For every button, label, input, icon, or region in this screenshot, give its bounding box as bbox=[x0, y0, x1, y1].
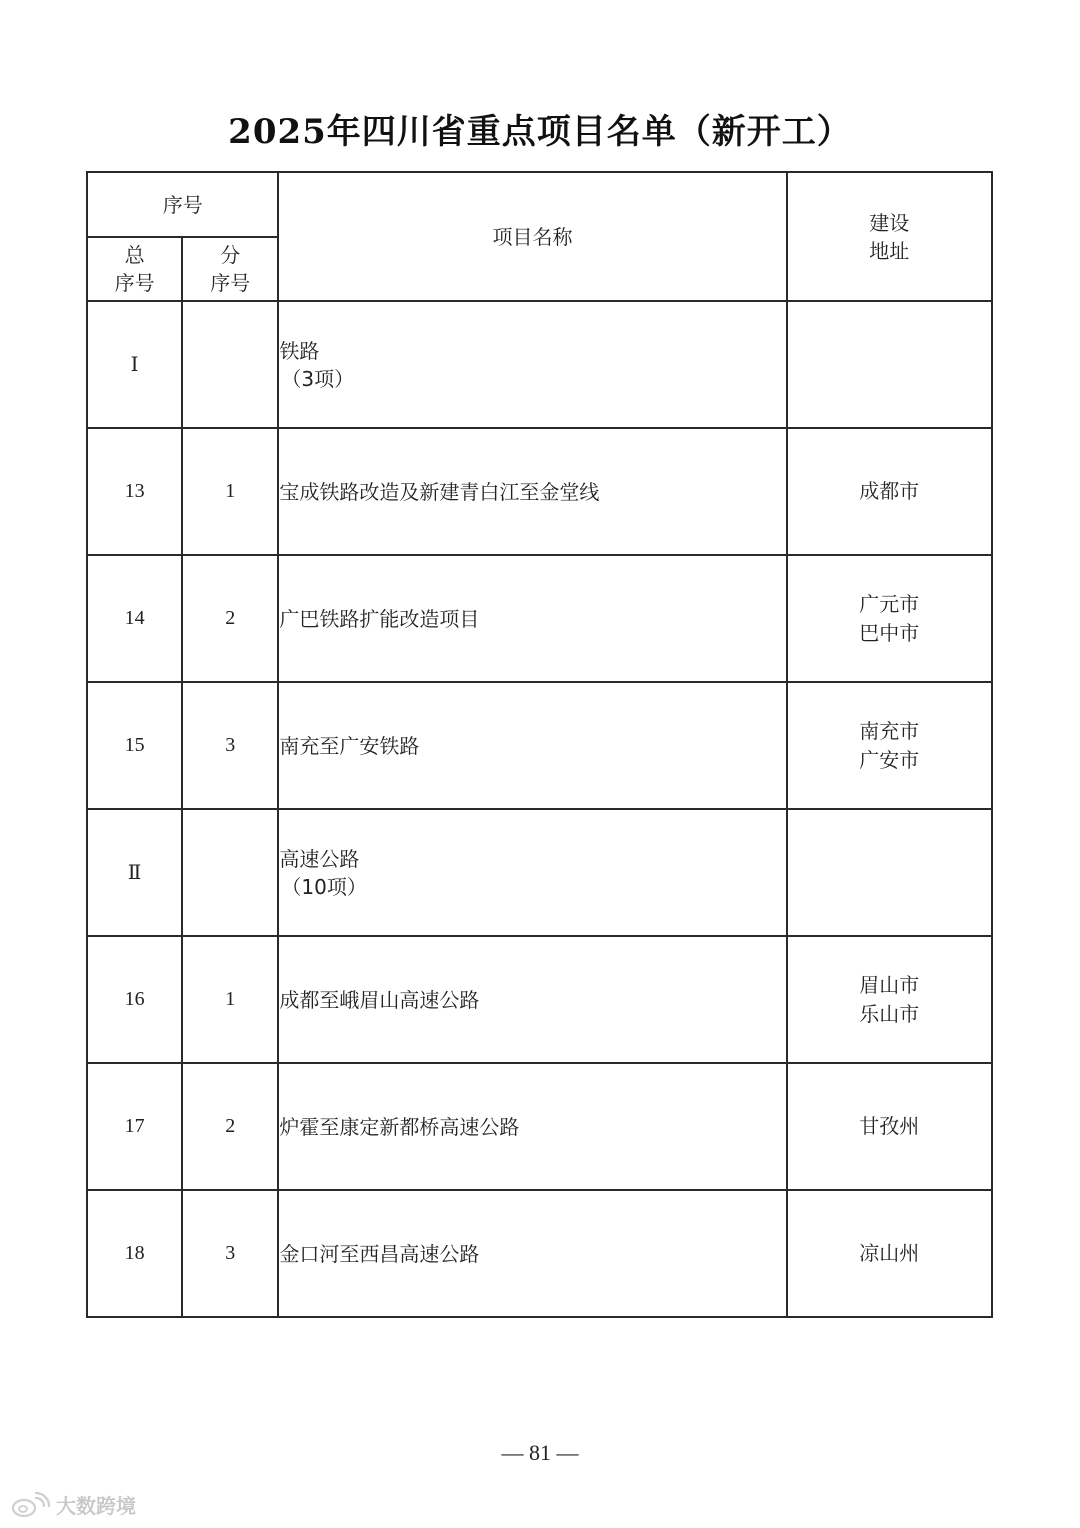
header-total-seq-line-1: 总 bbox=[124, 243, 145, 267]
header-location bbox=[787, 172, 992, 301]
header-location-line-2: 地址 bbox=[869, 238, 910, 263]
total-seq-cell: Ⅱ bbox=[87, 809, 182, 936]
header-total-seq bbox=[87, 237, 182, 301]
table-row bbox=[87, 682, 992, 809]
location-line: 成都市 bbox=[859, 479, 920, 503]
location-line: 乐山市 bbox=[859, 1001, 920, 1026]
location-line: 南充市 bbox=[859, 718, 920, 743]
sub-seq-cell: 1 bbox=[182, 936, 278, 1063]
watermark-text: 大数跨境 bbox=[56, 1494, 136, 1518]
total-seq-cell: 18 bbox=[87, 1190, 182, 1317]
header-sub-seq-line-1: 分 bbox=[220, 243, 241, 267]
project-name-cell: 炉霍至康定新都桥高速公路 bbox=[278, 1063, 786, 1190]
location-cell bbox=[787, 555, 992, 682]
category-name: 铁路 bbox=[279, 338, 320, 363]
page-title: 2025年四川省重点项目名单（新开工） bbox=[228, 112, 852, 152]
location-line: 广安市 bbox=[859, 747, 920, 772]
table-row bbox=[87, 428, 992, 555]
sub-seq-cell: 3 bbox=[182, 682, 278, 809]
header-seq: 序号 bbox=[87, 172, 278, 237]
total-seq-cell: 15 bbox=[87, 682, 182, 809]
location-line: 巴中市 bbox=[859, 620, 920, 645]
header-total-seq-line-2: 序号 bbox=[114, 271, 155, 295]
sub-seq-cell: 3 bbox=[182, 1190, 278, 1317]
total-seq-cell: 16 bbox=[87, 936, 182, 1063]
location-cell bbox=[787, 1190, 992, 1317]
sub-seq-cell bbox=[182, 301, 278, 428]
sub-seq-cell: 2 bbox=[182, 555, 278, 682]
category-cell bbox=[278, 301, 786, 428]
sub-seq-cell: 2 bbox=[182, 1063, 278, 1190]
header-sub-seq bbox=[182, 237, 278, 301]
projects-table bbox=[86, 171, 993, 1318]
category-cell bbox=[278, 809, 786, 936]
location-line: 甘孜州 bbox=[859, 1114, 920, 1138]
location-line: 眉山市 bbox=[859, 972, 920, 997]
location-cell bbox=[787, 809, 992, 936]
total-seq-cell: Ⅰ bbox=[87, 301, 182, 428]
header-location-line-1: 建设 bbox=[869, 210, 910, 235]
sub-seq-cell bbox=[182, 809, 278, 936]
location-cell bbox=[787, 936, 992, 1063]
category-count: （3项） bbox=[281, 366, 355, 391]
project-name-cell: 宝成铁路改造及新建青白江至金堂线 bbox=[278, 428, 786, 555]
total-seq-cell: 14 bbox=[87, 555, 182, 682]
project-name-cell: 成都至峨眉山高速公路 bbox=[278, 936, 786, 1063]
location-cell bbox=[787, 682, 992, 809]
weibo-logo-icon bbox=[10, 1492, 50, 1518]
table-row bbox=[87, 809, 992, 936]
watermark bbox=[10, 1490, 136, 1519]
location-cell bbox=[787, 428, 992, 555]
total-seq-cell: 17 bbox=[87, 1063, 182, 1190]
header-project-name: 项目名称 bbox=[278, 172, 786, 301]
project-name-cell: 金口河至西昌高速公路 bbox=[278, 1190, 786, 1317]
category-count: （10项） bbox=[281, 874, 367, 899]
page-number: — 81 — bbox=[501, 1440, 579, 1465]
header-sub-seq-line-2: 序号 bbox=[210, 271, 251, 295]
table-row bbox=[87, 555, 992, 682]
category-name: 高速公路 bbox=[279, 846, 360, 871]
location-cell bbox=[787, 301, 992, 428]
location-line: 凉山州 bbox=[859, 1241, 920, 1265]
table-row bbox=[87, 1190, 992, 1317]
project-name-cell: 南充至广安铁路 bbox=[278, 682, 786, 809]
table-row bbox=[87, 1063, 992, 1190]
total-seq-cell: 13 bbox=[87, 428, 182, 555]
table-row bbox=[87, 936, 992, 1063]
sub-seq-cell: 1 bbox=[182, 428, 278, 555]
location-cell bbox=[787, 1063, 992, 1190]
table-row bbox=[87, 301, 992, 428]
project-name-cell: 广巴铁路扩能改造项目 bbox=[278, 555, 786, 682]
location-line: 广元市 bbox=[859, 591, 920, 616]
